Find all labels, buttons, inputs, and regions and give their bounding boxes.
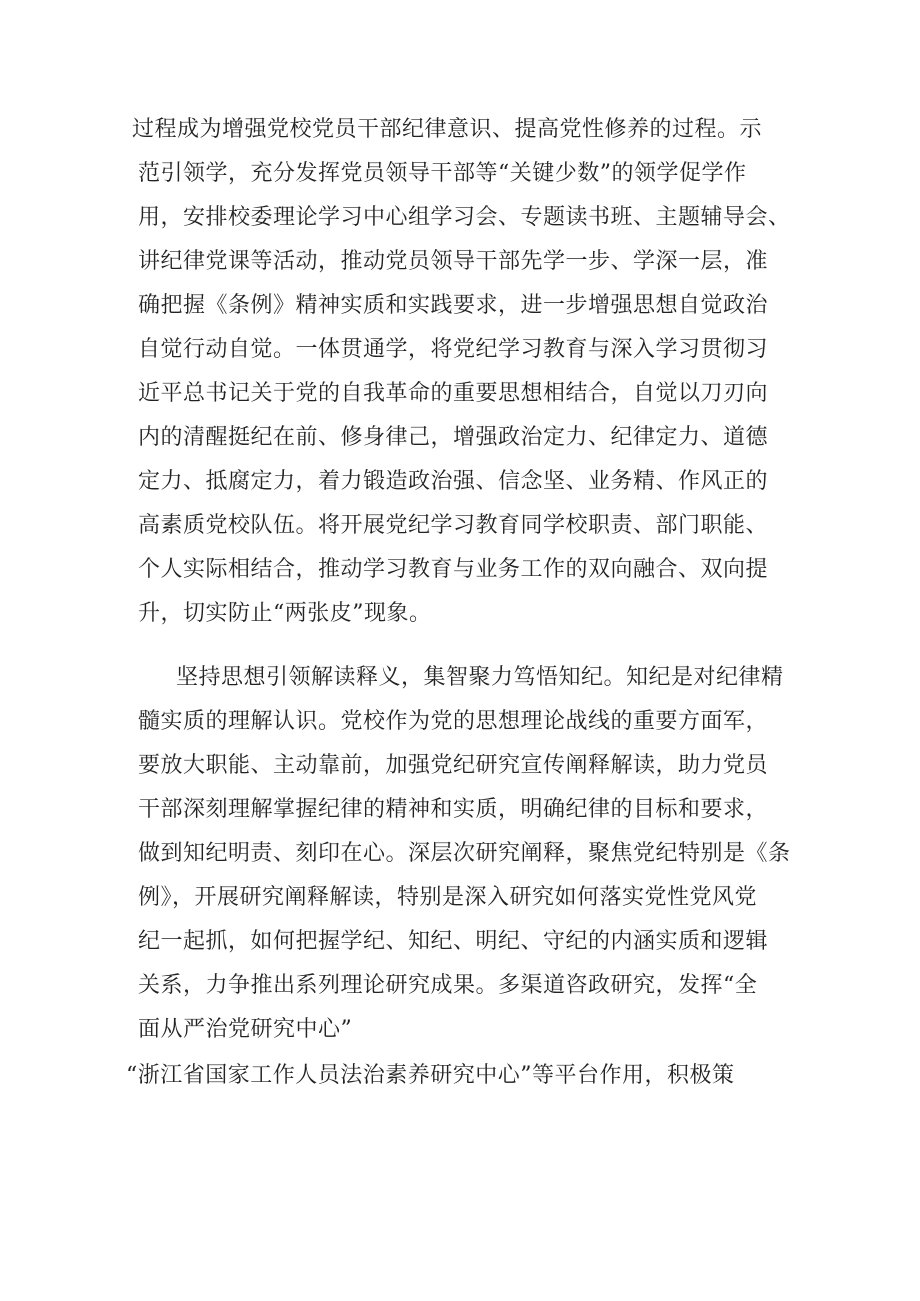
paragraph-2-line-10: “浙江省国家工作人员法治素养研究中心”等平台作用，积极策 [126, 1063, 735, 1088]
paragraph-1-line-1: 过程成为增强党校党员干部纪律意识、提高党性修养的过程。示 [132, 117, 763, 142]
paragraph-1-line-7: 近平总书记关于党的自我革命的重要思想相结合，自觉以刀刃向 [138, 381, 769, 406]
paragraph-2-line-8: 关系，力争推出系列理论研究成果。多渠道咨政研究，发挥“全 [138, 973, 758, 998]
paragraph-1-line-2: 范引领学，充分发挥党员领导干部等“关键少数”的领学促学作 [138, 161, 747, 186]
paragraph-2-line-4: 干部深刻理解掌握纪律的精神和实质，明确纪律的目标和要求， [138, 797, 769, 822]
paragraph-1-line-6: 自觉行动自觉。一体贯通学，将党纪学习教育与深入学习贯彻习 [138, 337, 769, 362]
paragraph-2-line-2: 髓实质的理解认识。党校作为党的思想理论战线的重要方面军， [138, 709, 769, 734]
paragraph-1-line-3: 用，安排校委理论学习中心组学习会、专题读书班、主题辅导会、 [138, 205, 791, 230]
paragraph-2-line-7: 纪一起抓，如何把握学纪、知纪、明纪、守纪的内涵实质和逻辑 [138, 929, 769, 954]
paragraph-2-line-6: 例》，开展研究阐释解读，特别是深入研究如何落实党性党风党 [138, 885, 758, 910]
paragraph-1-line-12: 升，切实防止“两张皮”现象。 [138, 601, 432, 626]
paragraph-1-line-4: 讲纪律党课等活动，推动党员领导干部先学一步、学深一层，准 [138, 249, 769, 274]
paragraph-1-line-11: 个人实际相结合，推动学习教育与业务工作的双向融合、双向提 [138, 557, 769, 582]
paragraph-1-line-9: 定力、抵腐定力，着力锻造政治强、信念坚、业务精、作风正的 [138, 469, 769, 494]
paragraph-1-line-5: 确把握《条例》精神实质和实践要求，进一步增强思想自觉政治 [138, 293, 769, 318]
paragraph-1-line-10: 高素质党校队伍。将开展党纪学习教育同学校职责、部门职能、 [138, 513, 769, 538]
paragraph-2-line-9: 面从严治党研究中心” [138, 1017, 353, 1042]
paragraph-2-line-1: 坚持思想引领解读释义，集智聚力笃悟知纪。知纪是对纪律精 [176, 665, 784, 690]
paragraph-2-line-5: 做到知纪明责、刻印在心。深层次研究阐释，聚焦党纪特别是《条 [138, 841, 791, 866]
paragraph-1-line-8: 内的清醒挺纪在前、修身律己，增强政治定力、纪律定力、道德 [138, 425, 769, 450]
paragraph-2-line-3: 要放大职能、主动靠前，加强党纪研究宣传阐释解读，助力党员 [138, 753, 769, 778]
